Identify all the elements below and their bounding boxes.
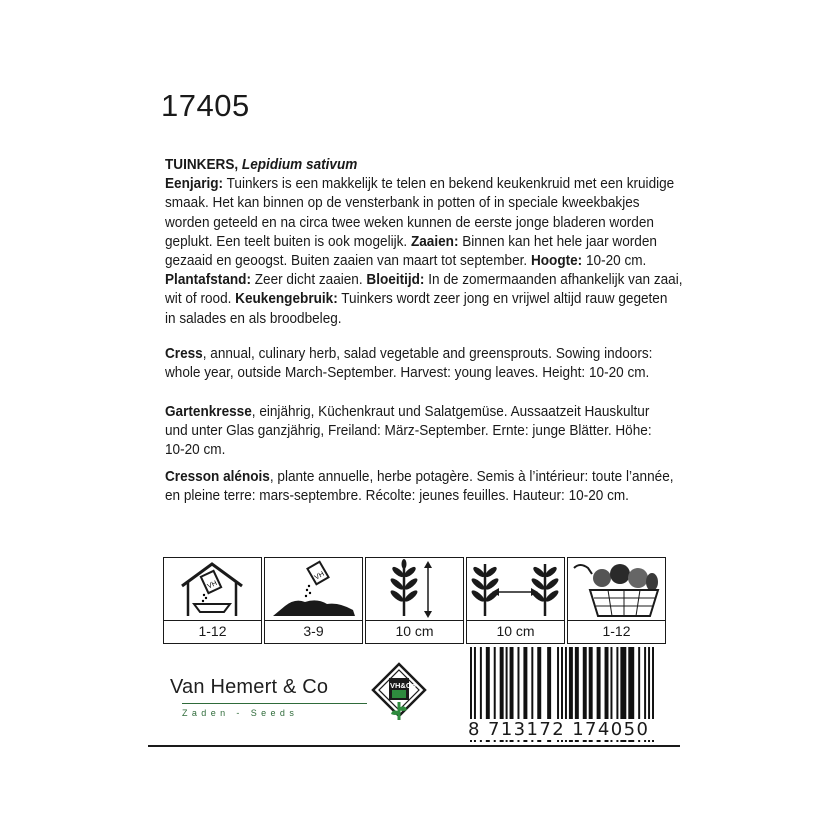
text-line bbox=[165, 214, 654, 233]
text-line bbox=[165, 345, 653, 364]
brand-logo-icon bbox=[371, 662, 427, 724]
text-run: geplukt. Een teelt buiten is ook mogelijk. bbox=[165, 233, 411, 250]
harvest-basket-icon bbox=[568, 558, 665, 620]
text-label-bold: Plantafstand: bbox=[165, 272, 251, 289]
plant-height-icon bbox=[366, 558, 463, 620]
svg-text:VH: VH bbox=[206, 579, 219, 591]
icon-cell-plant-height bbox=[365, 557, 464, 645]
text-line bbox=[165, 233, 657, 252]
title-line bbox=[165, 156, 630, 175]
icon-cell-indoor-sowing bbox=[163, 557, 262, 645]
icon-label: 1-12 bbox=[567, 619, 666, 644]
svg-text:VH: VH bbox=[313, 570, 326, 582]
text-run: wit of rood. bbox=[165, 291, 236, 308]
text-run: en pleine terre: mars-septembre. Récolte: jeunes feuilles. Hauteur: 10-20 cm. bbox=[165, 488, 629, 505]
text-line bbox=[165, 290, 668, 309]
text-line bbox=[165, 441, 630, 460]
text-run: 10-20 cm. bbox=[165, 442, 226, 459]
barcode-number: 8 713172 174050 bbox=[468, 719, 656, 740]
description-german bbox=[165, 403, 652, 461]
text-line bbox=[165, 175, 675, 194]
text-run: in salades en als broodbeleg. bbox=[165, 310, 342, 327]
description-english bbox=[165, 345, 653, 383]
icon-cell-plant-spacing bbox=[466, 557, 565, 645]
text-run: gezaaid en geoogst. Buiten zaaien van maart tot september. bbox=[165, 253, 531, 270]
text-line bbox=[165, 364, 650, 383]
text-run: 10-20 cm. bbox=[582, 253, 647, 270]
text-run: , einjährig, Küchenkraut und Salatgemüse. Aussaatzeit Hauskultur bbox=[251, 404, 650, 420]
text-label-bold: Cress bbox=[165, 346, 203, 362]
svg-text:VH&Co: VH&Co bbox=[390, 681, 416, 690]
outdoor-sowing-icon bbox=[265, 558, 362, 620]
bottom-rule bbox=[148, 745, 680, 747]
brand-name: Van Hemert & Co bbox=[170, 676, 329, 698]
text-line bbox=[165, 252, 647, 271]
text-run: worden geteeld en na circa twee weken kunnen de eerste jonge bladeren worden bbox=[165, 214, 654, 231]
product-code: 17405 bbox=[161, 88, 250, 123]
cultivation-icons bbox=[163, 557, 664, 645]
text-run: , annual, culinary herb, salad vegetable and greensprouts. Sowing indoors: bbox=[202, 346, 653, 362]
text-label-bold: Hoogte: bbox=[530, 253, 583, 270]
text-label-bold: Cresson alénois bbox=[165, 469, 270, 485]
text-label-bold: Eenjarig: bbox=[165, 176, 224, 193]
description-french bbox=[165, 468, 674, 506]
text-line bbox=[165, 487, 630, 506]
icon-cell-harvest bbox=[567, 557, 666, 645]
text-run: smaak. Het kan binnen op de vensterbank in potten of in speciale kweekbakjes bbox=[165, 195, 640, 212]
text-run: Tuinkers is een makkelijk te telen en bekend keukenkruid met een kruidige bbox=[223, 176, 675, 193]
text-run: Zeer dicht zaaien. bbox=[250, 272, 367, 289]
icon-label: 10 cm bbox=[466, 619, 565, 644]
brand-underline bbox=[182, 703, 367, 704]
text-line bbox=[165, 403, 650, 422]
text-label-bold: Zaaien: bbox=[410, 233, 459, 250]
text-run: Tuinkers wordt zeer jong en vrijwel altijd rauw gegeten bbox=[337, 291, 668, 308]
text-label-bold: Keukengebruik: bbox=[235, 291, 338, 308]
indoor-sowing-icon bbox=[164, 558, 261, 620]
text-run: whole year, outside March-September. Harvest: young leaves. Height: 10-20 cm. bbox=[165, 365, 650, 382]
species-common-name: TUINKERS, bbox=[165, 157, 239, 173]
description-dutch bbox=[165, 156, 683, 329]
plant-spacing-icon bbox=[467, 558, 564, 620]
text-run: , plante annuelle, herbe potagère. Semis à l’intérieur: toute l’année, bbox=[269, 469, 674, 485]
brand-subtitle: Zaden - Seeds bbox=[182, 708, 299, 718]
text-label-bold: Gartenkresse bbox=[165, 404, 252, 420]
brand bbox=[170, 676, 329, 718]
text-line bbox=[165, 194, 640, 213]
icon-label: 1-12 bbox=[163, 619, 262, 644]
icon-label: 3-9 bbox=[264, 619, 363, 644]
brand-logo bbox=[371, 662, 427, 729]
text-line bbox=[165, 422, 652, 441]
text-line bbox=[165, 271, 683, 290]
text-run: und unter Glas ganzjährig, Freiland: März-September. Ernte: junge Blätter. Höhe: bbox=[165, 423, 652, 440]
icon-cell-outdoor-sowing bbox=[264, 557, 363, 645]
text-run: In de zomermaanden afhankelijk van zaai, bbox=[424, 272, 683, 289]
text-line bbox=[165, 310, 630, 329]
icon-label: 10 cm bbox=[365, 619, 464, 644]
text-line bbox=[165, 468, 674, 487]
species-latin-name: Lepidium sativum bbox=[241, 157, 358, 173]
text-label-bold: Bloeitijd: bbox=[366, 272, 425, 289]
text-run: Binnen kan het hele jaar worden bbox=[458, 233, 657, 250]
